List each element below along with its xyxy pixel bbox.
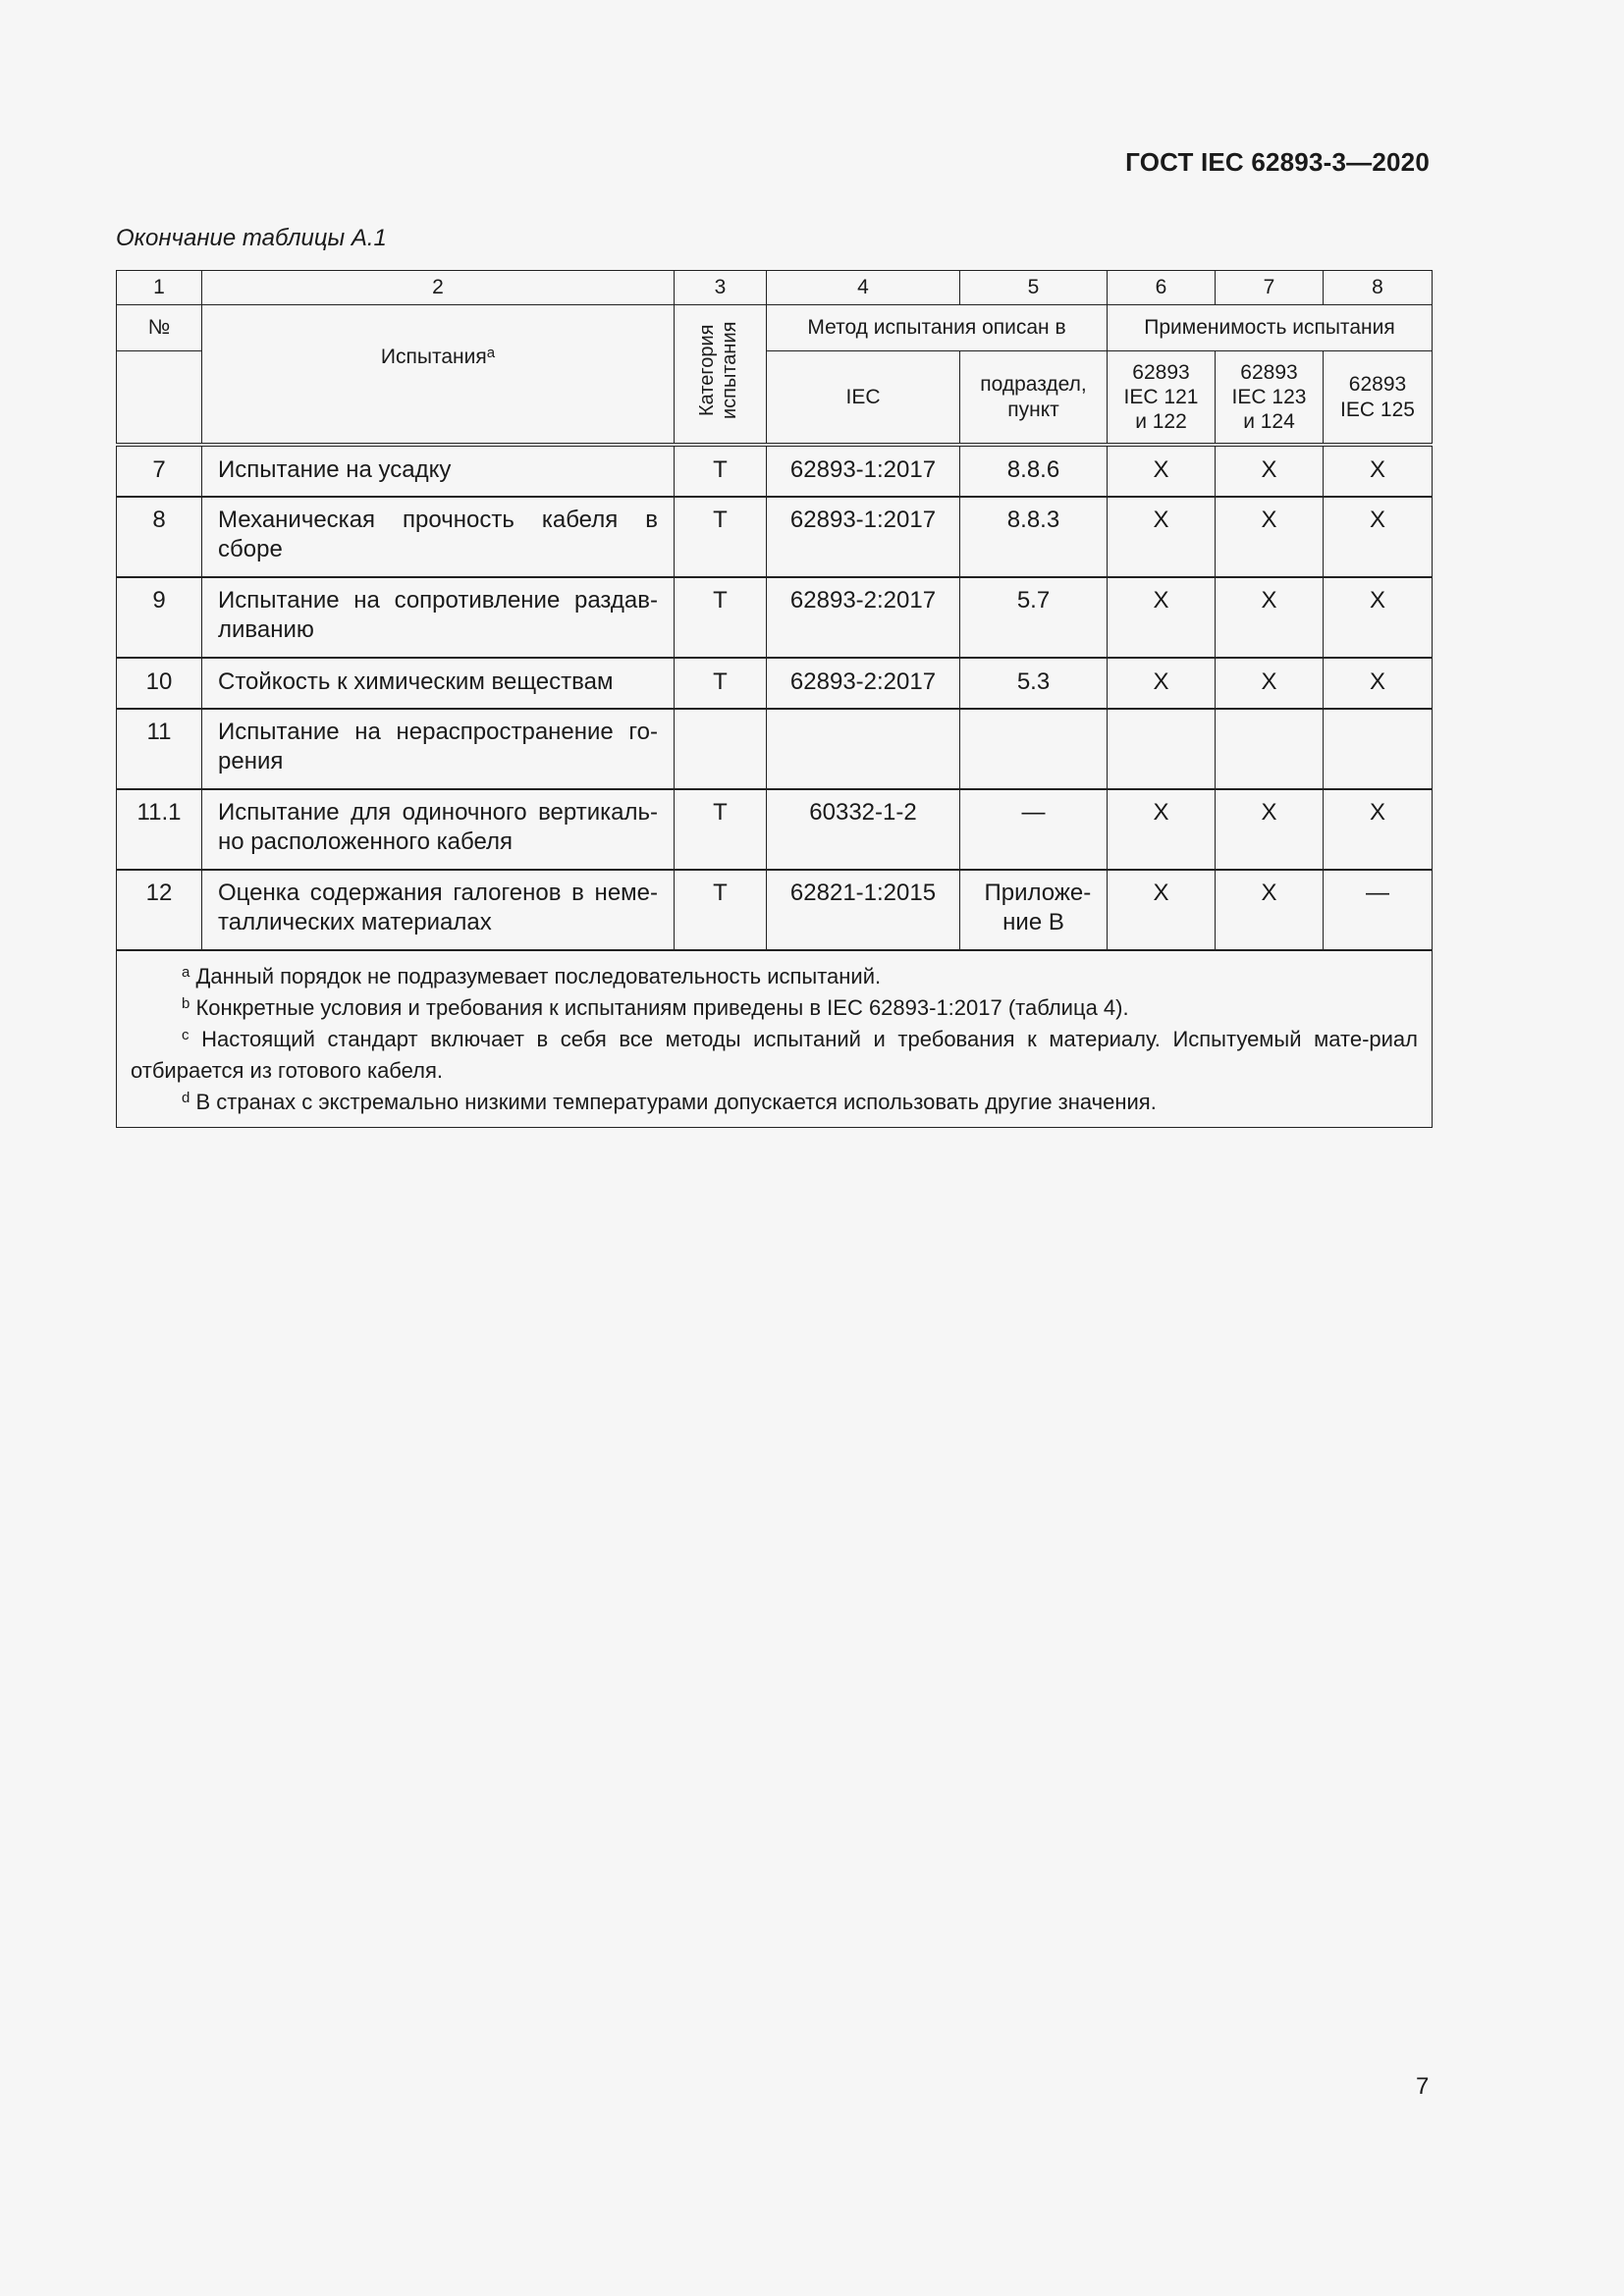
row-subsection: — <box>960 789 1108 870</box>
header-subsection-label: подраздел, пункт <box>980 373 1087 421</box>
footnote <box>131 1024 1418 1087</box>
header-app-121-122-label: 62893 IEC 121 и 122 <box>1123 360 1199 434</box>
header-row-1 <box>117 305 1433 351</box>
header-app-125 <box>1324 351 1433 446</box>
row-app3 <box>1324 709 1433 789</box>
document-header: ГОСТ IEC 62893-3—2020 <box>1125 147 1430 177</box>
row-app1: X <box>1108 577 1216 658</box>
row-app1: X <box>1108 789 1216 870</box>
row-app1: X <box>1108 497 1216 577</box>
header-app-121-122 <box>1108 351 1216 446</box>
row-category <box>675 709 767 789</box>
footnote <box>131 1087 1418 1118</box>
row-app2: X <box>1216 445 1324 497</box>
row-iec: 62821-1:2015 <box>767 870 960 950</box>
row-app2: X <box>1216 497 1324 577</box>
row-iec: 62893-2:2017 <box>767 577 960 658</box>
row-test-name: Механическая прочность кабеля в сборе <box>202 497 675 577</box>
row-category: Т <box>675 789 767 870</box>
row-no: 7 <box>117 445 202 497</box>
page-number: 7 <box>1416 2073 1430 2100</box>
col-number: 1 <box>117 271 202 305</box>
table-row <box>117 709 1433 789</box>
column-numbers-row <box>117 271 1433 305</box>
footnote <box>131 961 1418 992</box>
row-no: 9 <box>117 577 202 658</box>
row-app3: X <box>1324 789 1433 870</box>
row-no: 11 <box>117 709 202 789</box>
footnote-text: В странах с экстремально низкими температурами допускается использовать другие значения. <box>195 1089 1157 1114</box>
row-app3: — <box>1324 870 1433 950</box>
row-no: 11.1 <box>117 789 202 870</box>
col-number: 5 <box>960 271 1108 305</box>
footnote-mark: a <box>182 964 190 981</box>
row-subsection: 5.7 <box>960 577 1108 658</box>
footnote-text: Конкретные условия и требования к испытаниям приведены в IEC 62893-1:2017 (таблица 4). <box>195 994 1129 1020</box>
header-tests-label: Испытания <box>380 346 487 368</box>
table-row <box>117 497 1433 577</box>
row-app3: X <box>1324 445 1433 497</box>
col-number: 2 <box>202 271 675 305</box>
row-category: Т <box>675 445 767 497</box>
row-app1: X <box>1108 445 1216 497</box>
header-no: № <box>117 305 202 351</box>
table-row <box>117 870 1433 950</box>
table-body <box>117 445 1433 950</box>
footnote-mark: b <box>182 994 190 1012</box>
row-subsection-text: Приложе-ние В <box>984 880 1092 935</box>
header-app-123-124-label: 62893 IEC 123 и 124 <box>1231 360 1307 434</box>
row-no: 8 <box>117 497 202 577</box>
row-app1: X <box>1108 870 1216 950</box>
header-tests <box>202 305 675 446</box>
footnotes-cell <box>117 950 1433 1128</box>
header-category-label: Категория испытания <box>695 321 740 420</box>
header-method: Метод испытания описан в <box>767 305 1108 351</box>
header-app-123-124 <box>1216 351 1324 446</box>
col-number: 8 <box>1324 271 1433 305</box>
header-app-125-label: 62893 IEC 125 <box>1340 373 1415 421</box>
row-test-name: Испытание на нераспространение го-рения <box>202 709 675 789</box>
row-category: Т <box>675 497 767 577</box>
table-caption: Окончание таблицы А.1 <box>116 225 387 251</box>
footnote-text: Настоящий стандарт включает в себя все методы испытаний и требования к материалу. Испытуемый мате-риал отбирается из готового кабеля. <box>131 1026 1418 1083</box>
table-row <box>117 577 1433 658</box>
row-iec <box>767 709 960 789</box>
col-number: 3 <box>675 271 767 305</box>
header-no-empty <box>117 351 202 446</box>
table-head <box>117 271 1433 446</box>
header-category <box>675 305 767 446</box>
row-subsection: 8.8.6 <box>960 445 1108 497</box>
header-subsection <box>960 351 1108 446</box>
col-number: 4 <box>767 271 960 305</box>
row-test-name: Испытание для одиночного вертикаль-но расположенного кабеля <box>202 789 675 870</box>
row-app3: X <box>1324 658 1433 709</box>
row-app2 <box>1216 709 1324 789</box>
row-iec: 62893-1:2017 <box>767 497 960 577</box>
table-footnotes <box>117 950 1433 1128</box>
footnote <box>131 992 1418 1024</box>
row-test-name: Испытание на сопротивление раздав-ливанию <box>202 577 675 658</box>
row-no: 10 <box>117 658 202 709</box>
row-app1: X <box>1108 658 1216 709</box>
row-subsection: 8.8.3 <box>960 497 1108 577</box>
col-number: 6 <box>1108 271 1216 305</box>
row-iec: 60332-1-2 <box>767 789 960 870</box>
row-app2: X <box>1216 577 1324 658</box>
col-number: 7 <box>1216 271 1324 305</box>
row-category: Т <box>675 658 767 709</box>
row-category: Т <box>675 870 767 950</box>
tests-table <box>116 270 1433 1128</box>
row-subsection <box>960 870 1108 950</box>
row-test-name: Оценка содержания галогенов в неме-таллических материалах <box>202 870 675 950</box>
row-iec: 62893-2:2017 <box>767 658 960 709</box>
row-test-name: Испытание на усадку <box>202 445 675 497</box>
table-row <box>117 445 1433 497</box>
header-applicability: Применимость испытания <box>1108 305 1433 351</box>
row-app2: X <box>1216 870 1324 950</box>
footnote-text: Данный порядок не подразумевает последовательность испытаний. <box>195 964 882 988</box>
row-app3: X <box>1324 497 1433 577</box>
row-test-name: Стойкость к химическим веществам <box>202 658 675 709</box>
header-iec: IEC <box>767 351 960 446</box>
footnote-mark: c <box>182 1026 189 1043</box>
row-app3: X <box>1324 577 1433 658</box>
row-app2: X <box>1216 658 1324 709</box>
row-app2: X <box>1216 789 1324 870</box>
row-no: 12 <box>117 870 202 950</box>
table-row <box>117 658 1433 709</box>
footnote-mark: d <box>182 1089 190 1106</box>
row-subsection: 5.3 <box>960 658 1108 709</box>
row-app1 <box>1108 709 1216 789</box>
header-tests-footnote-mark: a <box>486 345 496 361</box>
row-iec: 62893-1:2017 <box>767 445 960 497</box>
row-subsection <box>960 709 1108 789</box>
footnotes-row <box>117 950 1433 1128</box>
row-category: Т <box>675 577 767 658</box>
table-row <box>117 789 1433 870</box>
